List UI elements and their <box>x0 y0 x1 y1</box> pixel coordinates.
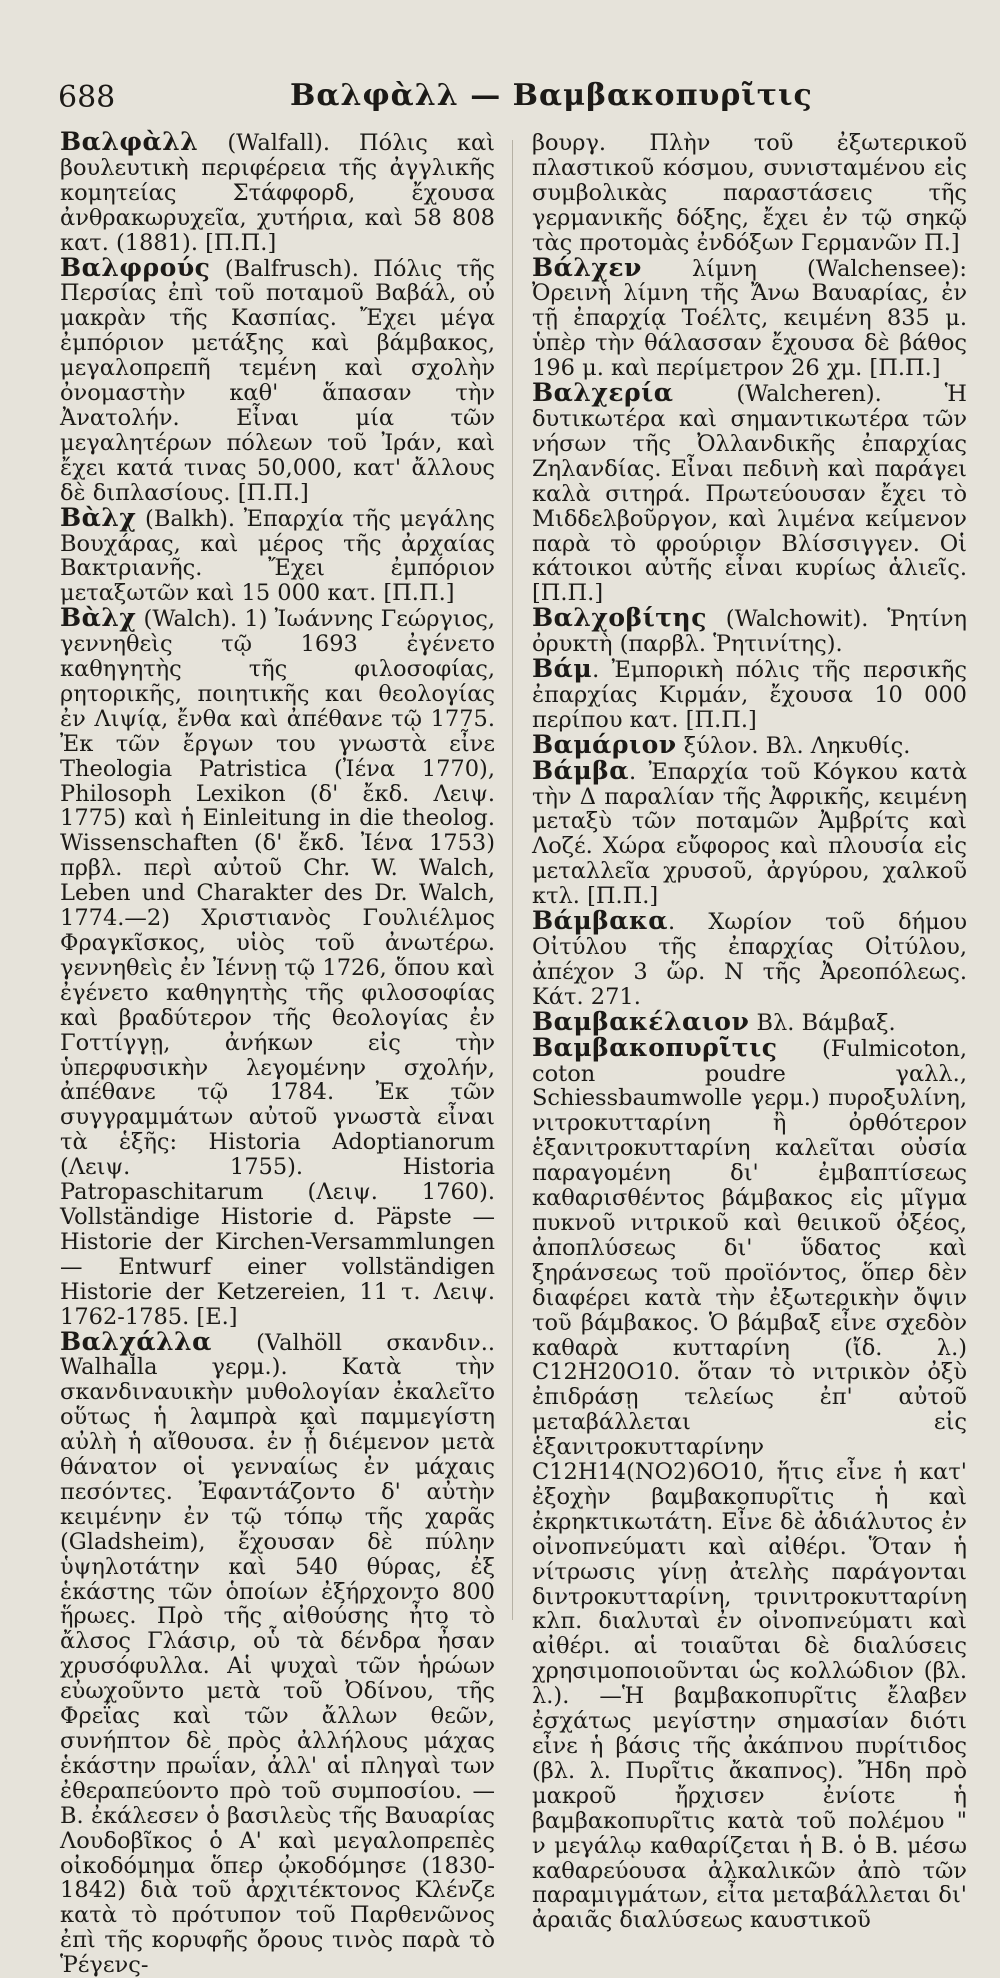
entry-text: (Walch). 1) Ἰωάννης Γεώργιος, γεννηθεὶς τῷ 1693 ἐγένετο καθηγητὴς τῆς φιλοσοφίας, ρητορικῆς, ποιητικῆς και θεολογίας ἐν Λιψίᾳ, ἔνθα καὶ ἀπέθανε τῷ 1775. Ἐκ τῶν ἔργων του γνωστὰ εἶνε Theologia Patristica (Ἰένα 1770), Philosoph Lexikon (δ' ἔκδ. Λειψ. 1775) καὶ ἡ Einleitung in die theolog. Wissenschaften (δ' ἔκδ. Ἰένα 1753) πρβλ. περὶ αὐτοῦ Chr. W. Walch, Leben und Charakter des Dr. Walch, 1774.—2) Χριστιανὸς Γουλιέλμος Φραγκῖσκος, υἱὸς τοῦ ἀνωτέρω. γεννηθεὶς ἐν Ἰέννῃ τῷ 1726, ὅπου καὶ ἐγένετο καθηγητὴς τῆς φιλοσοφίας καὶ βραδύτερον τῆς θεολογίας ἐν Γοττίγγῃ, ἀνήκων εἰς τὴν ὑπερφυσικὴν λεγομένην σχολήν, ἀπέθανε τῷ 1784. Ἐκ τῶν συγγραμμάτων αὐτοῦ γνωστὰ εἶναι τὰ ἑξῆς: Historia Adoptianorum (Λειψ. 1755). Historia Patropaschitarum (Λειψ. 1760). Vollständige Historie d. Päpste —Historie der Kirchen-Versammlungen — Entwurf einer vollständigen Historie der Ketzereien, 11 τ. Λειψ. 1762-1785. [Ε.] <box>60 606 495 1329</box>
entry-headword: Βαμβακοπυρῖτις <box>532 1033 777 1062</box>
dictionary-entry <box>532 606 967 657</box>
dictionary-entry <box>60 506 495 607</box>
dictionary-entry <box>60 256 495 506</box>
entry-text: (Walcheren). Ἡ δυτικωτέρα καὶ σημαντικωτέρα τῶν νήσων τῆς Ὀλλανδικῆς ἐπαρχίας Ζηλανδίας. Εἶναι πεδινὴ καὶ παράγει καλὰ σιτηρά. Πρωτεύουσαν ἔχει τὸ Μιδδελβοῦργον, καὶ λιμένα κείμενον παρὰ τὸ φρούριον Βλίσσιγγεν. Οἱ κάτοικοι αὐτῆς εἶναι κυρίως ἁλιεῖς. [Π.Π.] <box>532 381 967 606</box>
entry-headword: Βαλχοβίτης <box>532 603 707 632</box>
dictionary-entry <box>532 909 967 1010</box>
entry-text: . Ἐμπορικὴ πόλις τῆς περσικῆς ἐπαρχίας Κιρμάν, ἔχουσα 10 000 περίπου κατ. [Π.Π.] <box>532 657 967 733</box>
dictionary-entry <box>532 256 967 382</box>
column-divider <box>512 140 513 1620</box>
entry-text: (Balkh). Ἐπαρχία τῆς μεγάλης Βουχάρας, καὶ μέρος τῆς ἀρχαίας Βακτριανῆς. Ἔχει ἐμπόριον μεταξωτῶν καὶ 15 000 κατ. [Π.Π.] <box>60 506 495 607</box>
entry-headword: Βάλχεν <box>532 253 642 282</box>
dictionary-entry <box>60 1330 495 1978</box>
dictionary-entry <box>60 130 495 256</box>
entry-text: Βλ. Βάμβαξ. <box>749 1010 895 1036</box>
entry-headword: Βαλχάλλα <box>60 1327 212 1356</box>
entry-text: (Walfall). Πόλις καὶ βουλευτικὴ περιφέρεια τῆς ἀγγλικῆς κομητείας Στάφφορδ, ἔχουσα ἀνθρακωρυχεῖα, χυτήρια, καὶ 58 808 κατ. (1881). [Π.Π.] <box>60 130 495 256</box>
running-header: Βαλφὰλλ — Βαμβακοπυρῖτις <box>290 78 813 113</box>
dictionary-entry <box>60 606 495 1329</box>
entry-headword: Βαλχερία <box>532 378 674 407</box>
entry-text: λίμνη (Walchensee): Ὀρεινὴ λίμνη τῆς Ἄνω Βαυαρίας, ἐν τῇ ἐπαρχίᾳ Τοέλτς, κειμένη 835 μ. ὑπὲρ τὴν θάλασσαν ἔχουσα δὲ βάθος 196 μ. καὶ περίμετρον 26 χμ. [Π.Π.] <box>532 256 967 382</box>
right-column <box>532 130 967 1933</box>
entry-text: ξύλον. Βλ. Ληκυθίς. <box>677 733 911 759</box>
dictionary-entry <box>532 130 967 256</box>
entry-text: (Valhöll σκανδιν.. Walhalla γερμ.). Κατὰ τὴν σκανδιναυικὴν μυθολογίαν ἐκαλεῖτο οὕτως ἡ λαμπρὰ καὶ παμμεγίστη αὐλὴ ἡ αἴθουσα. ἐν ᾗ διέμενον μετὰ θάνατον οἱ γενναίως ἐν μάχαις πεσόντες. Ἐφαντάζοντο δ' αὐτὴν κειμένην ἐν τῷ τόπῳ τῆς χαρᾶς (Gladsheim), ἔχουσαν δὲ πύλην ὑψηλοτάτην καὶ 540 θύρας, ἐξ ἑκάστης τῶν ὁποίων ἐξήρχοντο 800 ἥρωες. Πρὸ τῆς αἰθούσης ἦτο τὸ ἄλσος Γλάσιρ, οὗ τὰ δένδρα ἦσαν χρυσόφυλλα. Αἱ ψυχαὶ τῶν ἡρώων εὐωχοῦντο μετὰ τοῦ Ὀδίνου, τῆς Φρεΐας καὶ τῶν ἄλλων θεῶν, συνήπτον δὲ πρὸς ἀλλήλους μάχας ἑκάστην πρωΐαν, ἀλλ' αἱ πληγαὶ των ἐθεραπεύοντο πρὸ τοῦ συμποσίου. — Β. ἐκάλεσεν ὁ βασιλεὺς τῆς Βαυαρίας Λουδοβῖκος ὁ Α' καὶ μεγαλοπρεπὲς οἰκοδόμημα ὅπερ ᾠκοδόμησε (1830-1842) διὰ τοῦ ἀρχιτέκτονος Κλένζε κατὰ τὸ πρότυπον τοῦ Παρθενῶνος ἐπὶ τῆς κορυφῆς ὄρους τινὸς παρὰ τὸ Ῥέγενς- <box>60 1330 495 1978</box>
entry-headword: Βαλφρούς <box>60 253 210 282</box>
entry-text: . Χωρίον τοῦ δήμου Οἰτύλου τῆς ἐπαρχίας Οἰτύλου, ἀπέχον 3 ὥρ. Ν τῆς Ἀρεοπόλεως. Κάτ. 271. <box>532 909 967 1010</box>
entry-headword: Βαμάριον <box>532 730 677 759</box>
entry-headword: Βάμβα <box>532 756 629 785</box>
dictionary-entry <box>532 657 967 733</box>
dictionary-entry <box>532 759 967 909</box>
left-column <box>60 130 495 1978</box>
entry-text: (Walchowit). Ῥητίνη ὀρυκτὴ (παρβλ. Ῥητινίτης). <box>532 606 967 657</box>
entry-text: . Ἐπαρχία τοῦ Κόγκου κατὰ τὴν Δ παραλίαν τῆς Ἀφρικῆς, κειμένη μεταξὺ τῶν ποταμῶν Ἀμβρίτς καὶ Λοζέ. Χώρα εὔφορος καὶ πλουσία εἰς μεταλλεῖα χρυσοῦ, ἀργύρου, χαλκοῦ κτλ. [Π.Π.] <box>532 759 967 910</box>
entry-text: (Fulmicoton, coton poudre γαλλ., Schiessbaumwolle γερμ.) πυροξυλίνη, νιτροκυτταρίνη ἢ ὀρθότερον ἑξανιτροκυτταρίνη καλεῖται οὐσία παραγομένη δι' ἐμβαπτίσεως καθαρισθέντος βάμβακος εἰς μῖγμα πυκνοῦ νιτρικοῦ καὶ θειικοῦ ὀξέος, ἀποπλύσεως δι' ὕδατος καὶ ξηράνσεως τοῦ προϊόντος, ὅπερ δὲν διαφέρει κατὰ τὴν ἐξωτερικὴν ὄψιν τοῦ βάμβακος. Ὁ βάμβαξ εἶνε σχεδὸν καθαρὰ κυτταρίνη (ἴδ. λ.) C12H20O10. ὅταν τὸ νιτρικὸν ὀξὺ ἐπιδράσῃ τελείως ἐπ' αὐτοῦ μεταβάλλεται εἰς ἑξανιτροκυτταρίνην C12H14(NO2)6O10, ἥτις εἶνε ἡ κατ' ἐξοχὴν βαμβακοπυρῖτις ἡ καὶ ἐκρηκτικωτάτη. Εἶνε δὲ ἀδιάλυτος ἐν οἰνοπνεύματι καὶ αἰθέρι. Ὅταν ἡ νίτρωσις γίνῃ ἀτελὴς παράγονται διντροκυτταρίνη, τρινιτροκυτταρίνη κλπ. διαλυταὶ ἐν οἰνοπνεύματι καὶ αἰθέρι. αἱ τοιαῦται δὲ διαλύσεις χρησιμοποιοῦνται ὡς κολλώδιον (βλ. λ.). —Ἡ βαμβακοπυρῖτις ἔλαβεν ἐσχάτως μεγίστην σημασίαν διότι εἶνε ἡ βάσις τῆς ἀκάπνου πυρίτιδος (βλ. λ. Πυρῖτις ἄκαπνος). Ἤδη πρὸ μακροῦ ἤρχισεν ἐνίοτε ἡ βαμβακοπυρῖτις κατὰ τοῦ πολέμου " ν μεγάλῳ καθαρίζεται ἡ Β. ὁ Β. μέσω καθαρεύουσα ἀλκαλικῶν ἀπὸ τῶν παραμιγμάτων, εἶτα μεταβάλλεται δι' ἀραιᾶς διαλύσεως καυστικοῦ <box>532 1036 967 1934</box>
entry-headword: Βὰλχ <box>60 603 136 632</box>
entry-text: βουργ. Πλὴν τοῦ ἐξωτερικοῦ πλαστικοῦ κόσμου, συνισταμένου εἰς συμβολικὰς παραστάσεις τῆς γερμανικῆς δόξης, ἔχει ἐν τῷ σηκῷ τὰς προτομὰς ἐνδόξων Γερμανῶν Π.] <box>532 130 967 256</box>
dictionary-entry <box>532 381 967 606</box>
page-number: 688 <box>58 80 115 115</box>
entry-headword: Βάμβακα <box>532 906 668 935</box>
entry-headword: Βάμ <box>532 654 592 683</box>
entry-text: (Balfrusch). Πόλις τῆς Περσίας ἐπὶ τοῦ ποταμοῦ Βαβάλ, οὐ μακρὰν τῆς Κασπίας. Ἔχει μέγα ἐμπόριον μετάξης καὶ βάμβακος, μεγαλοπρεπῆ τεμένη καὶ σχολὴν ὀνομαστὴν καθ' ἅπασαν τὴν Ἀνατολήν. Εἶναι μία τῶν μεγαλητέρων πόλεων τοῦ Ἰράν, καὶ ἔχει κατά τινας 50,000, κατ' ἄλλους δὲ διπλασίους. [Π.Π.] <box>60 256 495 506</box>
entry-headword: Βὰλχ <box>60 503 136 532</box>
dictionary-entry <box>532 1036 967 1934</box>
entry-headword: Βαλφὰλλ <box>60 127 198 156</box>
entry-headword: Βαμβακέλαιον <box>532 1007 749 1036</box>
